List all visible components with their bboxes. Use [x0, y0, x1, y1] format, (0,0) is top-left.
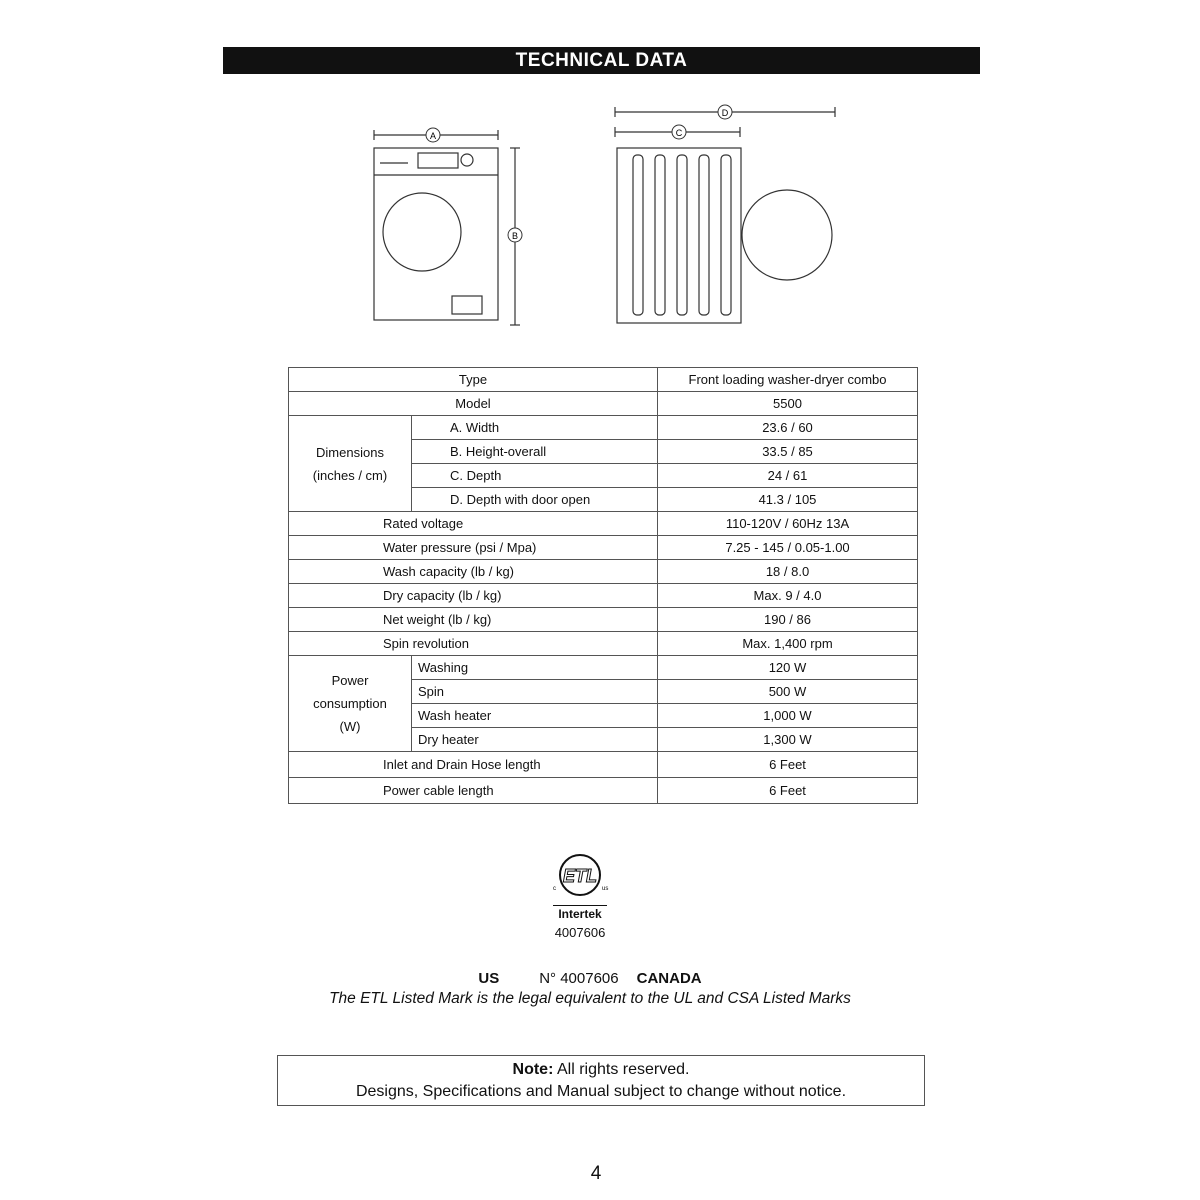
- group-label-line: consumption: [313, 696, 387, 711]
- intertek-brand: Intertek: [553, 905, 607, 921]
- section-title: TECHNICAL DATA: [223, 47, 980, 74]
- etl-listed-mark-icon: [545, 850, 615, 900]
- table-row: [289, 632, 918, 656]
- listing-line: [0, 970, 1200, 987]
- dimensions-group-label: [289, 416, 412, 512]
- note-box: [277, 1055, 925, 1106]
- table-row: [289, 778, 918, 804]
- dimension-label-b: B: [511, 231, 519, 241]
- spec-label: Wash heater: [412, 704, 658, 728]
- note-label: Note:: [512, 1061, 554, 1078]
- dimension-label-c: C: [675, 128, 683, 138]
- front-view-diagram: [360, 120, 535, 335]
- table-row: [289, 392, 918, 416]
- svg-text:c: c: [553, 886, 556, 892]
- spec-label: Power cable length: [289, 778, 658, 804]
- us-label: US: [478, 970, 500, 987]
- group-label-line: Power: [331, 673, 369, 688]
- spec-value: Max. 1,400 rpm: [658, 632, 918, 656]
- etl-logo-text: ETL: [563, 866, 597, 886]
- spec-label: Dry capacity (lb / kg): [289, 584, 658, 608]
- group-label-line: (inches / cm): [312, 467, 388, 483]
- spec-value: 1,300 W: [658, 728, 918, 752]
- spec-value: 1,000 W: [658, 704, 918, 728]
- table-row: [289, 752, 918, 778]
- spec-value: Max. 9 / 4.0: [658, 584, 918, 608]
- spec-label: Spin revolution: [289, 632, 658, 656]
- spec-value: 18 / 8.0: [658, 560, 918, 584]
- group-label-line: (W): [339, 719, 361, 734]
- spec-value: 120 W: [658, 656, 918, 680]
- table-row: [289, 656, 918, 680]
- spec-value: 190 / 86: [658, 608, 918, 632]
- dimension-label-a: A: [429, 131, 437, 141]
- specifications-table: [288, 367, 918, 804]
- svg-text:us: us: [602, 886, 609, 892]
- note-line-1: All rights reserved.: [553, 1061, 690, 1078]
- table-row: [289, 416, 918, 440]
- logo-number: 4007606: [554, 925, 606, 940]
- spec-label: Net weight (lb / kg): [289, 608, 658, 632]
- spec-label: Model: [289, 392, 658, 416]
- spec-value: Front loading washer-dryer combo: [658, 368, 918, 392]
- spec-label: Spin: [412, 680, 658, 704]
- table-row: [289, 512, 918, 536]
- dimension-label-d: D: [721, 108, 729, 118]
- spec-label: C. Depth: [412, 464, 658, 488]
- spec-value: 6 Feet: [658, 778, 918, 804]
- spec-label: A. Width: [412, 416, 658, 440]
- page-number: 4: [590, 1163, 602, 1184]
- spec-label: Water pressure (psi / Mpa): [289, 536, 658, 560]
- etl-statement: The ETL Listed Mark is the legal equivalent to the UL and CSA Listed Marks: [329, 990, 851, 1007]
- spec-value: 500 W: [658, 680, 918, 704]
- power-group-label: [289, 656, 412, 752]
- spec-value: 5500: [658, 392, 918, 416]
- spec-label: Rated voltage: [289, 512, 658, 536]
- table-row: [289, 608, 918, 632]
- spec-value: 110-120V / 60Hz 13A: [658, 512, 918, 536]
- listing-number: N° 4007606: [539, 970, 619, 987]
- table-row: [289, 560, 918, 584]
- spec-label: Inlet and Drain Hose length: [289, 752, 658, 778]
- spec-value: 41.3 / 105: [658, 488, 918, 512]
- table-row: [289, 584, 918, 608]
- spec-value: 6 Feet: [658, 752, 918, 778]
- etl-certification-logo: [545, 850, 615, 940]
- group-label-line: Dimensions: [316, 444, 384, 460]
- spec-value: 23.6 / 60: [658, 416, 918, 440]
- spec-value: 7.25 - 145 / 0.05-1.00: [658, 536, 918, 560]
- spec-label: Type: [289, 368, 658, 392]
- note-line-2: Designs, Specifications and Manual subject to change without notice.: [355, 1083, 847, 1100]
- spec-label: Wash capacity (lb / kg): [289, 560, 658, 584]
- canada-label: CANADA: [636, 970, 702, 987]
- spec-label: Dry heater: [412, 728, 658, 752]
- spec-value: 24 / 61: [658, 464, 918, 488]
- spec-label: Washing: [412, 656, 658, 680]
- table-row: [289, 536, 918, 560]
- side-view-diagram: [605, 100, 845, 335]
- spec-label: B. Height-overall: [412, 440, 658, 464]
- table-row: [289, 368, 918, 392]
- spec-value: 33.5 / 85: [658, 440, 918, 464]
- spec-label: D. Depth with door open: [412, 488, 658, 512]
